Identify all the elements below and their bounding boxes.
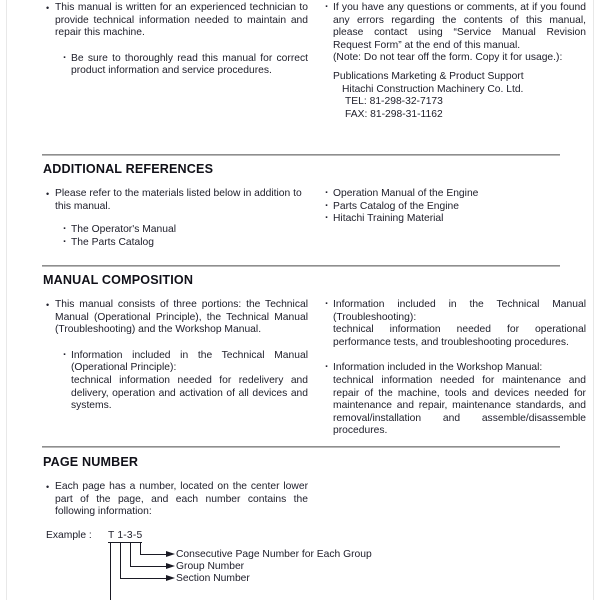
intro-contact-company: Hitachi Construction Machinery Co. Ltd. — [342, 83, 524, 95]
additional-references-right-item-2: · Hitachi Training Material — [324, 213, 586, 226]
callout-connector-section — [120, 578, 168, 579]
additional-references-left-column — [46, 188, 308, 249]
additional-references-sub-item-1: · The Parts Catalog — [62, 237, 308, 250]
example-label: Example : — [46, 530, 92, 541]
intro-contact-bullet: · If you have any questions or comments, at if you found any errors regarding the contents of this manual, please contact using “Service Manual Revision Request Form” at the end of this manual. — [324, 2, 586, 52]
callout-label-consecutive: Consecutive Page Number for Each Group — [176, 549, 372, 560]
heading-manual-composition: MANUAL COMPOSITION — [43, 273, 194, 287]
additional-references-right-item-1: · Parts Catalog of the Engine — [324, 201, 586, 214]
spacer — [46, 40, 308, 53]
intro-contact-note: (Note: Do not tear off the form. Copy it for usage.): — [333, 52, 563, 64]
page-edge-right-rule — [593, 0, 594, 600]
callout-drop-line-group — [130, 542, 131, 566]
page-number-diagram — [46, 530, 566, 600]
intro-contact-tel: TEL: 81-298-32-7173 — [345, 96, 443, 108]
arrow-icon-section — [166, 575, 175, 581]
additional-references-sub-item-0: · The Operator's Manual — [62, 224, 308, 237]
manual-composition-bullet: • This manual consists of three portions: the Technical Manual (Operational Principle), the Technical Manual (Troubleshooting) and the Workshop Manual. — [46, 299, 308, 337]
example-code-underline — [108, 542, 142, 543]
callout-label-section: Section Number — [176, 573, 250, 584]
manual-composition-left-column — [46, 299, 308, 413]
callout-drop-line-section — [120, 542, 121, 578]
additional-references-bullet: • Please refer to the materials listed below in addition to this manual. — [46, 188, 308, 213]
intro-contact-fax: FAX: 81-298-31-1162 — [345, 108, 443, 120]
additional-references-right-item-0: · Operation Manual of the Engine — [324, 188, 586, 201]
manual-composition-right-column — [324, 299, 586, 438]
manual-composition-right-body-0: technical information needed for operational performance tests, and troubleshooting procedures. — [333, 324, 586, 348]
intro-bullet-1: • This manual is written for an experienced technician to provide technical information needed to maintain and repair this machine. — [46, 2, 308, 40]
callout-drop-line-manual — [110, 542, 111, 600]
spacer — [324, 349, 586, 362]
callout-drop-line-consecutive — [140, 542, 141, 554]
section-rule-manual-composition — [42, 265, 560, 267]
manual-composition-sub-title: · Information included in the Technical Manual (Operational Principle): — [62, 350, 308, 375]
page-number-bullet: • Each page has a number, located on the center lower part of the page, and each number contains the following information: — [46, 481, 308, 519]
manual-composition-right-title-1: · Information included in the Workshop Manual: — [324, 362, 586, 375]
intro-left-column — [46, 2, 308, 78]
spacer — [46, 337, 308, 350]
intro-contact-dept: Publications Marketing & Product Support — [333, 70, 524, 82]
manual-composition-sub-body: technical information needed for redelivery and delivery, operation and activation of all devices and systems. — [71, 374, 308, 412]
callout-label-group: Group Number — [176, 561, 245, 572]
heading-page-number: PAGE NUMBER — [43, 455, 139, 469]
callout-connector-consecutive — [140, 554, 168, 555]
section-rule-page-number — [42, 446, 560, 448]
intro-bullet-2: · Be sure to thoroughly read this manual for correct product information and service procedures. — [62, 53, 308, 78]
section-rule-additional-references — [42, 154, 560, 156]
manual-composition-right-title-0: · Information included in the Technical Manual (Troubleshooting): — [324, 299, 586, 324]
page-edge-left-rule — [6, 0, 7, 600]
manual-composition-right-body-1: technical information needed for maintenance and repair of the machine, tools and devices needed for maintenance and repair, maintenance standards, and removal/installation and assemble/disassemble procedures. — [333, 374, 586, 437]
example-code: T 1-3-5 — [108, 530, 143, 541]
additional-references-right-column — [324, 188, 586, 226]
arrow-icon-group — [166, 563, 175, 569]
arrow-icon-consecutive — [166, 551, 175, 557]
heading-additional-references: ADDITIONAL REFERENCES — [43, 162, 214, 176]
page-number-left-column — [46, 481, 308, 519]
spacer — [46, 213, 308, 224]
callout-connector-group — [130, 566, 168, 567]
intro-right-column — [324, 2, 586, 121]
